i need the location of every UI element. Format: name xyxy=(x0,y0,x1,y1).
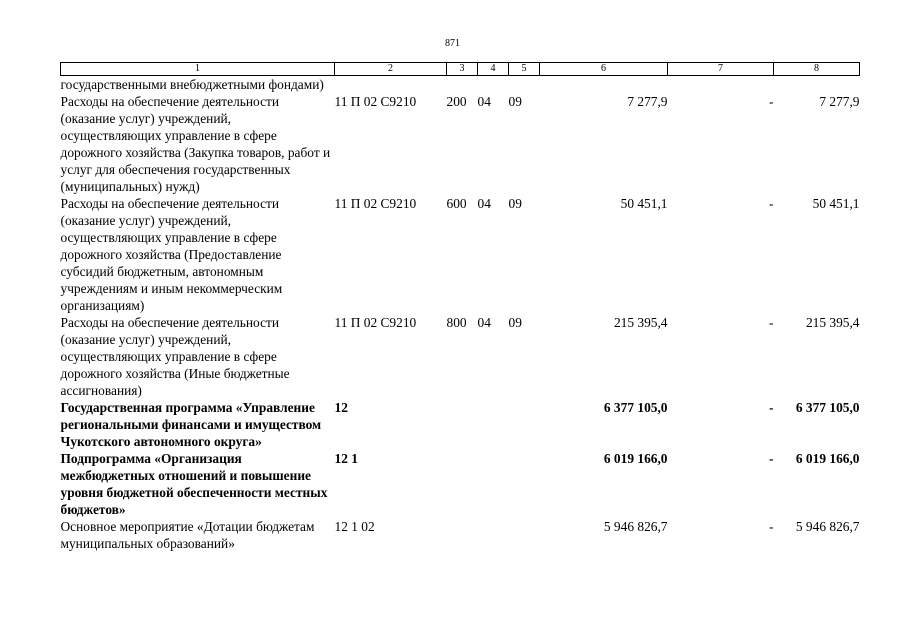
row-total: 6 019 166,0 xyxy=(795,451,860,466)
column-number-header xyxy=(61,63,860,76)
row-change xyxy=(668,76,774,94)
row-change: - xyxy=(769,519,774,534)
row-total: 215 395,4 xyxy=(805,315,860,330)
row-code xyxy=(335,76,447,94)
row-code: 12 1 02 xyxy=(334,519,375,534)
row-section xyxy=(478,450,509,518)
row-expense-type xyxy=(447,399,478,450)
row-amount: 215 395,4 xyxy=(613,315,668,330)
row-amount: 5 946 826,7 xyxy=(603,519,668,534)
row-subsection xyxy=(509,76,540,94)
column-header: 5 xyxy=(509,63,540,76)
row-change: - xyxy=(769,400,774,415)
table-body xyxy=(61,76,860,553)
row-change: - xyxy=(769,196,774,211)
row-change: - xyxy=(769,94,774,109)
row-amount: 6 019 166,0 xyxy=(603,451,668,466)
row-amount: 6 377 105,0 xyxy=(603,400,668,415)
column-header: 8 xyxy=(774,63,860,76)
row-expense-type: 200 xyxy=(446,94,467,109)
row-subsection: 09 xyxy=(508,196,522,211)
row-name: Основное мероприятие «Дотации бюджетам муниципальных образований» xyxy=(60,519,315,551)
row-subsection xyxy=(509,518,540,552)
row-amount xyxy=(540,76,668,94)
row-total: 6 377 105,0 xyxy=(795,400,860,415)
row-amount: 7 277,9 xyxy=(627,94,668,109)
row-expense-type xyxy=(447,450,478,518)
row-name: Подпрограмма «Организация межбюджетных отношений и повышение уровня бюджетной обеспеченности местных бюджетов» xyxy=(60,451,328,517)
row-name: Государственная программа «Управление региональными финансами и имуществом Чукотского автономного округа» xyxy=(60,400,322,449)
row-section: 04 xyxy=(477,94,491,109)
column-header: 2 xyxy=(335,63,447,76)
row-total xyxy=(774,76,860,94)
row-code: 12 xyxy=(334,400,348,415)
row-expense-type xyxy=(447,76,478,94)
table-row xyxy=(61,93,860,195)
column-header: 3 xyxy=(447,63,478,76)
row-subsection xyxy=(509,399,540,450)
row-total: 7 277,9 xyxy=(819,94,860,109)
row-code: 11 П 02 С9210 xyxy=(334,315,417,330)
row-change: - xyxy=(769,315,774,330)
row-expense-type: 800 xyxy=(446,315,467,330)
row-section: 04 xyxy=(477,315,491,330)
row-subsection: 09 xyxy=(508,315,522,330)
row-code: 11 П 02 С9210 xyxy=(334,196,417,211)
row-expense-type: 600 xyxy=(446,196,467,211)
row-section: 04 xyxy=(477,196,491,211)
budget-table xyxy=(60,62,860,552)
row-expense-type xyxy=(447,518,478,552)
column-header: 7 xyxy=(668,63,774,76)
row-name: Расходы на обеспечение деятельности (оказание услуг) учреждений, осуществляющих управление в сфере дорожного хозяйства (Закупка товаров, работ и услуг для обеспечения государственных (муниципальных) нужд) xyxy=(60,94,331,194)
row-change: - xyxy=(769,451,774,466)
column-header: 1 xyxy=(61,63,335,76)
page-number: 871 xyxy=(445,38,460,49)
column-header: 4 xyxy=(478,63,509,76)
column-header: 6 xyxy=(540,63,668,76)
row-name: Расходы на обеспечение деятельности (оказание услуг) учреждений, осуществляющих управление в сфере дорожного хозяйства (Иные бюджетные ассигнования) xyxy=(60,315,290,398)
row-section xyxy=(478,518,509,552)
table-row xyxy=(61,518,860,552)
row-subsection xyxy=(509,450,540,518)
table-row xyxy=(61,314,860,399)
table-row xyxy=(61,450,860,518)
row-amount: 50 451,1 xyxy=(620,196,668,211)
table-row xyxy=(61,399,860,450)
table-row xyxy=(61,195,860,314)
row-code: 11 П 02 С9210 xyxy=(334,94,417,109)
row-section xyxy=(478,76,509,94)
row-name: государственными внебюджетными фондами) xyxy=(60,77,324,92)
row-subsection: 09 xyxy=(508,94,522,109)
row-section xyxy=(478,399,509,450)
row-total: 5 946 826,7 xyxy=(795,519,860,534)
row-total: 50 451,1 xyxy=(812,196,860,211)
row-code: 12 1 xyxy=(334,451,358,466)
row-name: Расходы на обеспечение деятельности (оказание услуг) учреждений, осуществляющих управление в сфере дорожного хозяйства (Предоставление субсидий бюджетным, автономным учреждениям и иным некоммерческим организациям) xyxy=(60,196,283,313)
table-row xyxy=(61,76,860,94)
